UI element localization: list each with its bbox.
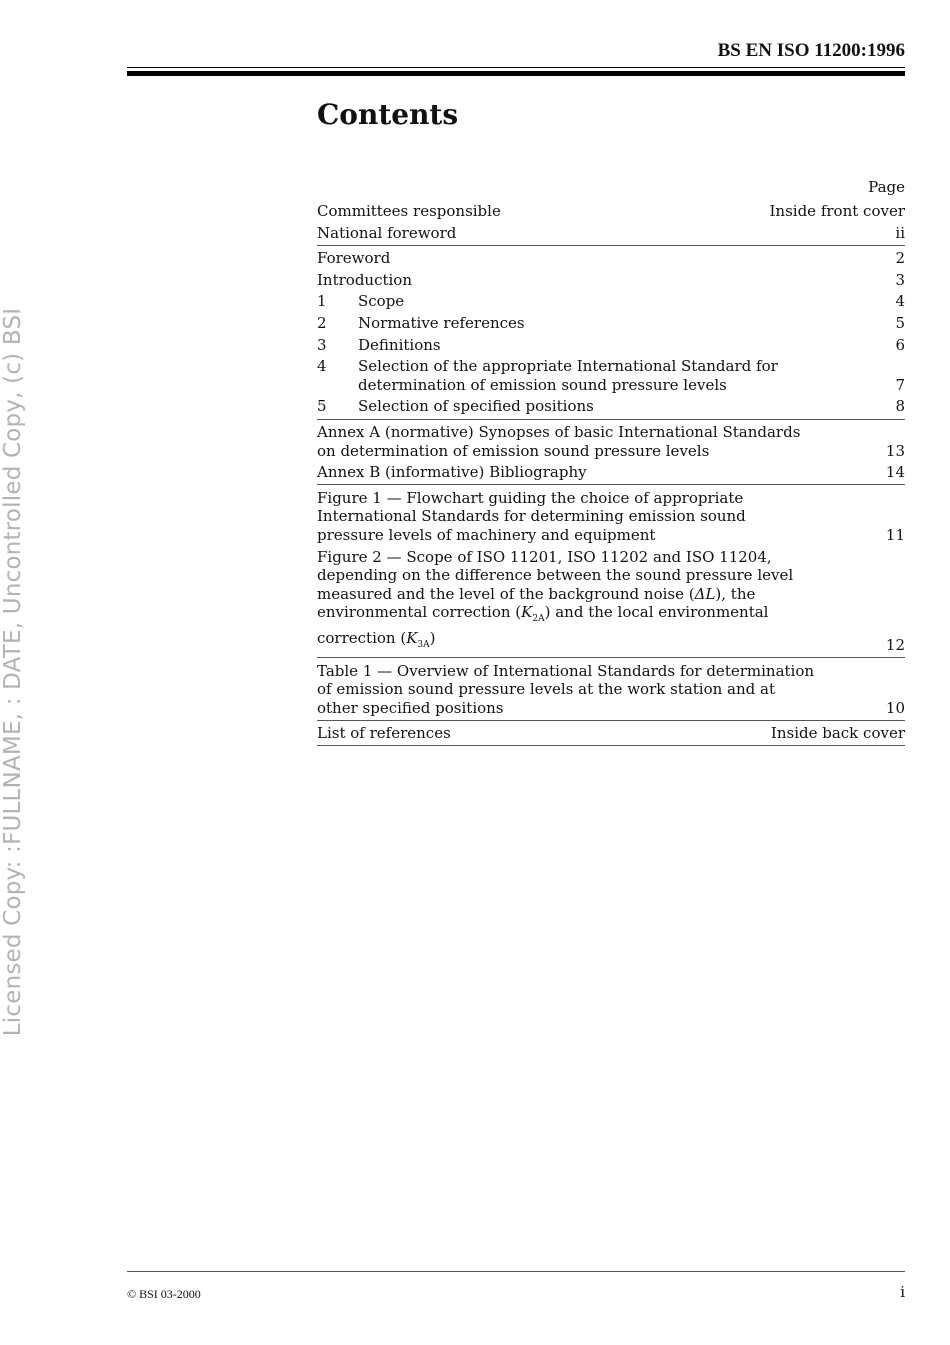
toc-entry-line: Selection of the appropriate International Standard for xyxy=(358,357,778,376)
toc-group-front-matter xyxy=(317,199,905,246)
toc-entry-page: 2 xyxy=(895,249,905,268)
toc-group-tables xyxy=(317,658,905,721)
k3a-subscript: 3A xyxy=(417,639,430,650)
toc-entry-text: Introduction xyxy=(317,270,412,289)
k3a-symbol: K xyxy=(406,628,418,647)
toc-entry-page: 7 xyxy=(895,375,905,394)
toc-entry-foreword[interactable] xyxy=(317,248,905,270)
toc-entry-line: determination of emission sound pressure levels xyxy=(358,375,727,394)
toc-entry-annex-b[interactable] xyxy=(317,462,905,484)
toc-entry-line: ), the xyxy=(715,584,756,603)
clause-number: 3 xyxy=(317,335,327,354)
toc-entry-clause-4[interactable] xyxy=(317,356,905,396)
toc-entry-line: ) xyxy=(429,628,436,647)
toc-group-figures xyxy=(317,485,905,658)
toc-entry-line: depending on the difference between the sound pressure level xyxy=(317,566,794,585)
toc-entry-text: Annex B (informative) Bibliography xyxy=(317,463,587,482)
toc-entry-line: other specified positions xyxy=(317,698,504,717)
clause-number: 1 xyxy=(317,292,327,311)
header-rule-thin xyxy=(127,67,905,68)
footer-rule xyxy=(127,1271,905,1272)
toc-entry-text xyxy=(358,357,885,394)
toc-entry-line: ) and the local environmental xyxy=(544,603,769,622)
toc-entry-clause-2[interactable] xyxy=(317,313,905,335)
toc-entry-text: List of references xyxy=(317,724,451,743)
toc-entry-text: National foreword xyxy=(317,223,457,242)
toc-entry-text xyxy=(317,423,885,460)
toc-entry-line: Annex A (normative) Synopses of basic International Standards xyxy=(317,423,801,442)
toc-entry-page: 8 xyxy=(895,397,905,416)
toc-entry-list-of-references[interactable] xyxy=(317,723,905,745)
toc-entry-page: 11 xyxy=(885,526,905,544)
toc-group-annexes xyxy=(317,420,905,486)
toc-entry-text xyxy=(317,489,885,545)
toc-entry-clause-3[interactable] xyxy=(317,334,905,356)
toc-entry-page: ii xyxy=(895,223,905,242)
delta-l-symbol: ΔL xyxy=(694,584,716,603)
toc-entry-page: 12 xyxy=(885,635,905,654)
toc-entry-page: Inside front cover xyxy=(769,202,905,221)
k2a-subscript: 2A xyxy=(532,614,545,625)
clause-number: 4 xyxy=(317,357,327,376)
toc-entry-line: International Standards for determining emission sound xyxy=(317,507,746,526)
header-rule-thick xyxy=(127,71,905,76)
toc-entry-text xyxy=(317,548,885,655)
toc-entry-table-1[interactable] xyxy=(317,660,905,719)
toc-entry-committees[interactable] xyxy=(317,201,905,223)
toc-entry-clause-1[interactable] xyxy=(317,291,905,313)
toc-entry-page: Inside back cover xyxy=(770,724,905,743)
toc-entry-text: Selection of specified positions xyxy=(358,397,594,416)
toc-entry-line: pressure levels of machinery and equipment xyxy=(317,526,656,544)
toc-entry-clause-5[interactable] xyxy=(317,396,905,418)
toc-entry-figure-2[interactable] xyxy=(317,546,905,656)
toc-entry-text xyxy=(317,662,885,718)
toc-entry-page: 6 xyxy=(895,335,905,354)
page-title: Contents xyxy=(317,98,459,131)
toc-entry-figure-1[interactable] xyxy=(317,487,905,546)
page-column-heading: Page xyxy=(868,178,905,196)
toc-group-references xyxy=(317,721,905,747)
toc-entry-text: Foreword xyxy=(317,249,391,268)
toc-entry-text: Definitions xyxy=(358,335,441,354)
document-id: BS EN ISO 11200:1996 xyxy=(717,40,905,61)
toc-entry-line: Figure 2 — Scope of ISO 11201, ISO 11202 and ISO 11204, xyxy=(317,547,772,566)
footer-copyright: © BSI 03-2000 xyxy=(127,1287,201,1301)
toc-entry-text: Committees responsible xyxy=(317,202,501,221)
toc-entry-line: measured and the level of the background noise ( xyxy=(317,584,695,603)
k2a-symbol: K xyxy=(521,603,533,622)
table-of-contents xyxy=(317,178,905,746)
toc-entry-page: 13 xyxy=(885,441,905,460)
footer-page-number: i xyxy=(900,1283,905,1301)
toc-entry-text: Normative references xyxy=(358,314,525,333)
toc-entry-line: on determination of emission sound pressure levels xyxy=(317,441,710,460)
toc-entry-line: environmental correction ( xyxy=(317,603,522,622)
toc-entry-page: 5 xyxy=(895,314,905,333)
toc-entry-page: 10 xyxy=(885,698,905,717)
toc-entry-page: 3 xyxy=(895,270,905,289)
toc-entry-introduction[interactable] xyxy=(317,269,905,291)
toc-entry-page: 14 xyxy=(885,463,905,482)
clause-number: 2 xyxy=(317,314,327,333)
toc-entry-page: 4 xyxy=(895,292,905,311)
toc-entry-line: of emission sound pressure levels at the work station and at xyxy=(317,680,775,699)
toc-entry-line: Figure 1 — Flowchart guiding the choice of appropriate xyxy=(317,488,744,507)
license-watermark: Licensed Copy: :FULLNAME, : DATE, Uncontrolled Copy, (c) BSI xyxy=(0,307,26,1037)
toc-entry-text: Scope xyxy=(358,292,405,311)
toc-group-body xyxy=(317,246,905,420)
toc-entry-line: correction ( xyxy=(317,628,407,647)
toc-entry-line: Table 1 — Overview of International Standards for determination xyxy=(317,661,815,680)
clause-number: 5 xyxy=(317,397,327,416)
toc-entry-national-foreword[interactable] xyxy=(317,222,905,244)
toc-entry-annex-a[interactable] xyxy=(317,422,905,462)
